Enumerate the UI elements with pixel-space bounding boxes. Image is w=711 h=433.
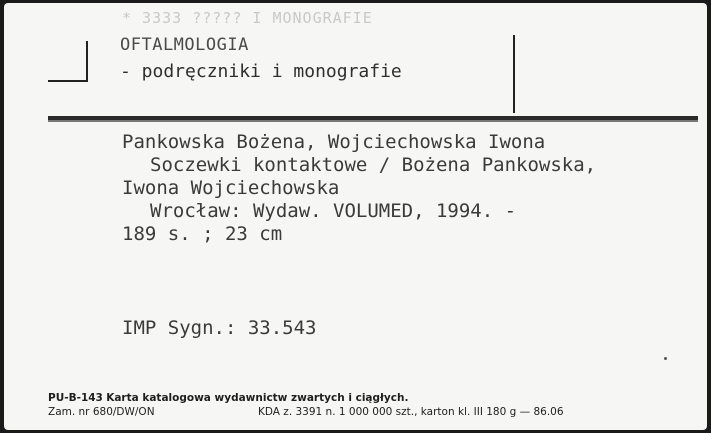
entry-title: Soczewki kontaktowe / Bożena Pankowska, — [150, 154, 597, 176]
faded-header-text: * 3333 ????? I MONOGRAFIE — [122, 9, 373, 27]
subject-subheading: - podręczniki i monografie — [120, 61, 402, 82]
call-number: IMP Sygn.: 33.543 — [122, 317, 317, 339]
header-rule — [48, 116, 698, 120]
order-number: Zam. nr 680/DW/ON — [48, 406, 155, 418]
header-divider-vertical — [513, 35, 515, 113]
entry-physical-description: 189 s. ; 23 cm — [122, 223, 283, 245]
entry-imprint: Wrocław: Wydaw. VOLUMED, 1994. - — [150, 200, 517, 222]
form-title: Karta katalogowa wydawnictw zwartych i ciągłych. — [106, 392, 409, 404]
speck — [664, 357, 667, 360]
card-corner-mark — [86, 41, 88, 81]
subject-heading: OFTALMOLOGIA — [120, 35, 249, 55]
bibliographic-entry — [122, 131, 596, 246]
form-code: PU-B-143 — [48, 392, 103, 404]
footer-print-line — [48, 406, 668, 418]
entry-authors: Pankowska Bożena, Wojciechowska Iwona — [122, 131, 546, 153]
footer-form-line — [48, 392, 408, 404]
catalog-card — [4, 3, 707, 430]
print-info: KDA z. 3391 n. 1 000 000 szt., karton kl. III 180 g — 86.06 — [258, 406, 564, 418]
card-corner-mark-base — [48, 80, 88, 82]
entry-title-cont: Iwona Wojciechowska — [122, 177, 340, 199]
